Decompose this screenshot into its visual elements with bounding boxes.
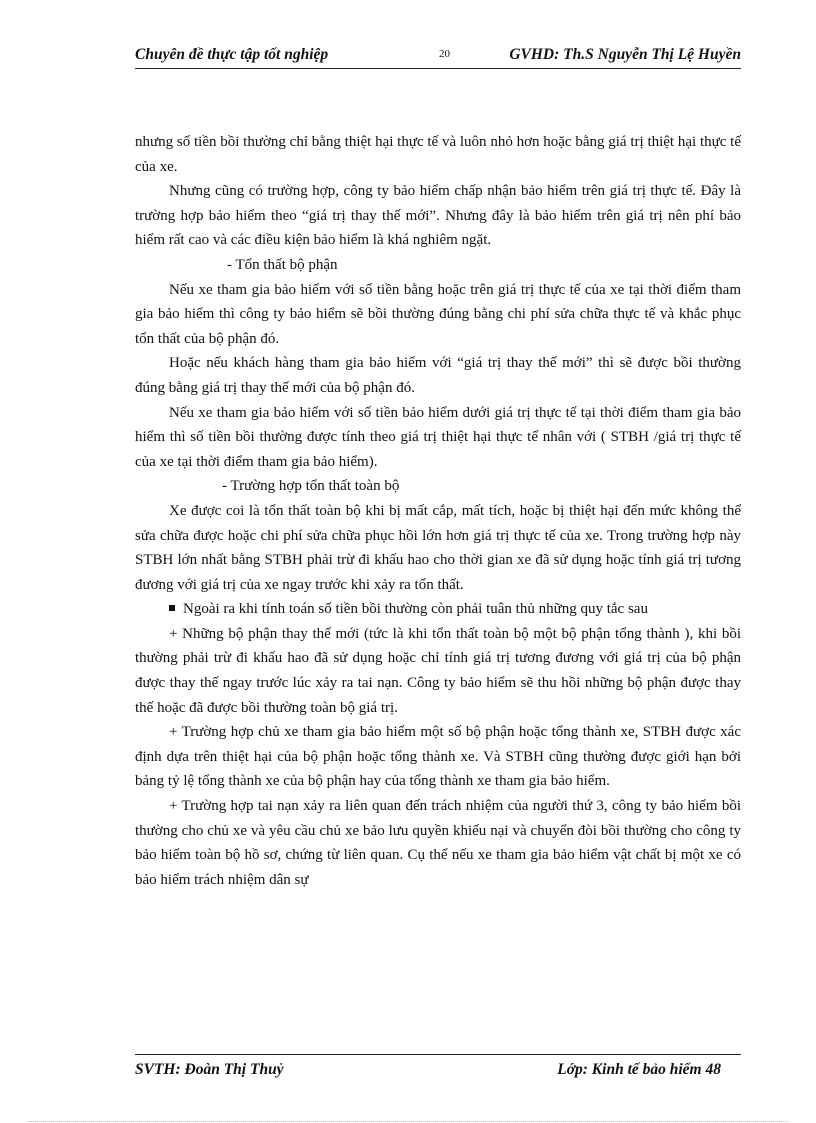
paragraph: Nếu xe tham gia bảo hiểm với số tiền bằng hoặc trên giá trị thực tế của xe tại thời điểm tham gia bảo hiểm thì công ty bảo hiểm sẽ bồi thường đúng bằng chi phí sửa chữa thực tế và khắc phục tổn thất của bộ phận đó. — [135, 281, 741, 347]
section-heading-total-loss: - Trường hợp tổn thất toàn bộ — [222, 478, 400, 495]
paragraph: Xe được coi là tổn thất toàn bộ khi bị mất cắp, mất tích, hoặc bị thiệt hại đến mức không thể sửa chữa được hoặc chi phí sửa chữa phục hồi lớn hơn giá trị thực tế của xe. Trong trường hợp này STBH lớn nhất bằng STBH phải trừ đi khấu hao cho thời gian xe đã sử dụng hoặc tính giá trị tương đương với giá trị của xe ngay trước khi xảy ra tổn thất. — [135, 502, 741, 593]
paragraph: nhưng số tiền bồi thường chỉ bằng thiệt hại thực tế và luôn nhỏ hơn hoặc bằng giá trị thiệt hại thực tế của xe. — [135, 134, 741, 175]
paragraph: + Trường hợp chủ xe tham gia bảo hiểm một số bộ phận hoặc tổng thành xe, STBH được xác định dựa trên thiệt hại của bộ phận hoặc tổng thành xe. Và STBH cũng thường được giới hạn bởi bảng tỷ lệ tổng thành xe của bộ phận hay của tổng thành xe tham gia bảo hiểm. — [135, 724, 741, 790]
page-boundary-line — [28, 1121, 788, 1122]
paragraph: Hoặc nếu khách hàng tham gia bảo hiểm với “giá trị thay thế mới” thì sẽ được bồi thường đúng bằng giá trị thay thế mới của bộ phận đó. — [135, 355, 741, 396]
section-heading-partial-loss: - Tổn thất bộ phận — [227, 256, 338, 273]
class-name: Lớp: Kinh tế bảo hiểm 48 — [557, 1061, 721, 1078]
supervisor-name: GVHD: Th.S Nguyễn Thị Lệ Huyền — [509, 46, 741, 63]
paragraph: Nhưng cũng có trường hợp, công ty bảo hiểm chấp nhận bảo hiểm trên giá trị thực tế. Đây là trường hợp bảo hiểm theo “giá trị thay thế mới”. Nhưng đây là bảo hiểm trên giá trị nên phí bảo hiểm rất cao và các điều kiện bảo hiểm là khá nghiêm ngặt. — [135, 183, 741, 249]
bullet-item — [135, 597, 741, 622]
paragraph: Nếu xe tham gia bảo hiểm với số tiền bảo hiểm dưới giá trị thực tế tại thời điểm tham gia bảo hiểm thì số tiền bồi thường được tính theo giá trị thiệt hại thực tế nhân với ( STBH /giá trị thực tế của xe tại thời điểm tham gia bảo hiểm). — [135, 404, 741, 470]
bullet-text: Ngoài ra khi tính toán số tiền bồi thường còn phải tuân thủ những quy tắc sau — [183, 601, 648, 618]
paragraph: + Trường hợp tai nạn xảy ra liên quan đến trách nhiệm của người thứ 3, công ty bảo hiểm bồi thường cho chủ xe và yêu cầu chủ xe bảo lưu quyền khiếu nại và chuyển đòi bồi thường cho công ty bảo hiểm toàn bộ hồ sơ, chứng từ liên quan. Cụ thể nếu xe tham gia bảo hiểm vật chất bị một xe có bảo hiểm trách nhiệm dân sự — [135, 798, 741, 888]
square-bullet-icon — [169, 605, 175, 611]
document-title: Chuyên đề thực tập tốt nghiệp — [135, 46, 329, 63]
student-name: SVTH: Đoàn Thị Thuỷ — [135, 1061, 284, 1078]
page-header — [135, 44, 741, 69]
page-number: 20 — [439, 48, 450, 60]
paragraph: + Những bộ phận thay thế mới (tức là khi tổn thất toàn bộ một bộ phận tổng thành ), khi bồi thường phải trừ đi khấu hao đã sử dụng hoặc chỉ tính giá trị tương đương với giá trị của bộ phận được thay thế ngay trước lúc xảy ra tai nạn. Công ty bảo hiểm sẽ thu hồi những bộ phận được thay thế hoặc đã được bồi thường toàn bộ giá trị. — [135, 625, 741, 716]
document-body — [135, 130, 741, 892]
page-footer — [135, 1054, 741, 1085]
